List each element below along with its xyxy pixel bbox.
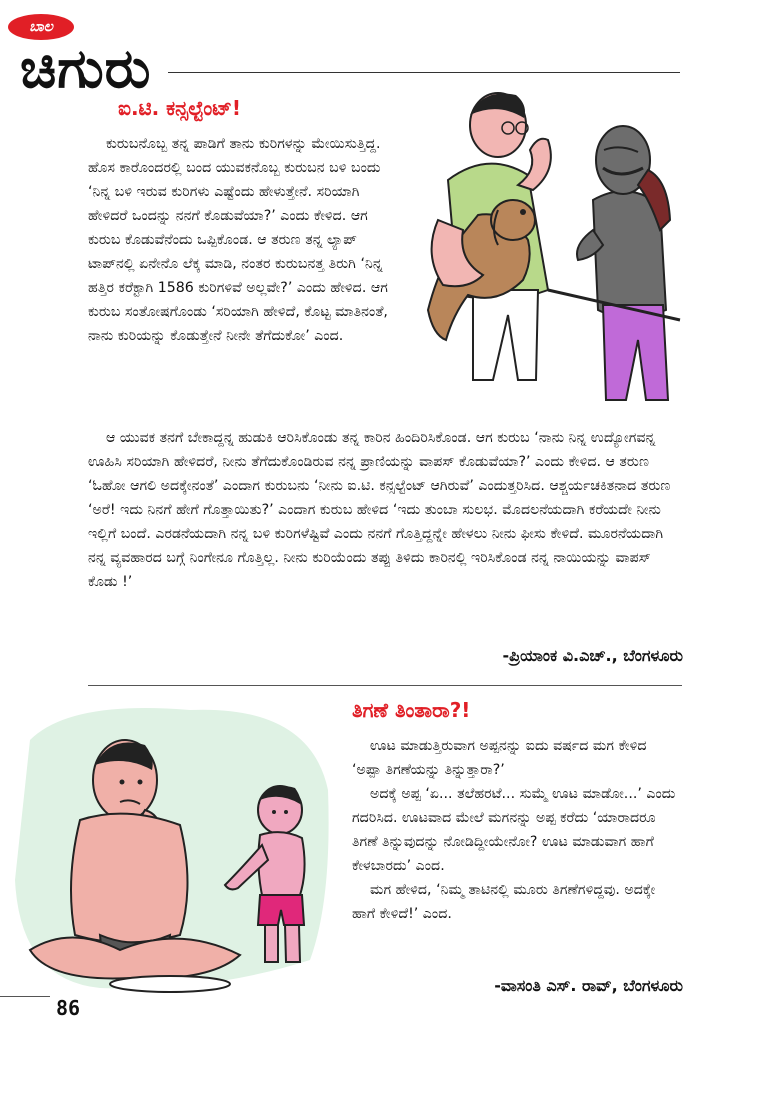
masthead [6, 8, 186, 100]
header-rule [168, 72, 680, 73]
story1-credit: -ಪ್ರಿಯಾಂಕ ವಿ.ಎಚ್., ಬೆಂಗಳೂರು [502, 646, 683, 665]
story2-body [352, 734, 678, 926]
story2-credit: -ವಾಸಂತಿ ಎಸ್. ರಾವ್, ಬೆಂಗಳೂರು [494, 976, 683, 995]
cartoon-man-holding-dog-and-shepherd [398, 80, 682, 412]
story2-paragraph-1-text: ಊಟ ಮಾಡುತ್ತಿರುವಾಗ ಅಪ್ಪನನ್ನು ಐದು ವರ್ಷದ ಮಗ ಕೇಳಿದ ‘ಅಪ್ಪಾ ತಿಗಣೆಯನ್ನು ತಿನ್ನುತ್ತಾರಾ?’ [352, 738, 647, 778]
story1-paragraph-2 [88, 426, 684, 594]
story2-paragraph-2-text: ಅದಕ್ಕೆ ಅಪ್ಪ ‘ಏ... ತಲೆಹರಟೆ... ಸುಮ್ಮೆ ಊಟ ಮಾಡೋ...’ ಎಂದು ಗದರಿಸಿದ. ಊಟವಾದ ಮೇಲೆ ಮಗನನ್ನು ಅಪ್ಪ ಕರೆದು ‘ಯಾರಾದರೂ ತಿಗಣೆ ತಿನ್ನುವುದನ್ನು ನೋಡಿದ್ದೀಯೇನೋ? ಊಟ ಮಾಡುವಾಗ ಹಾಗೆ ಕೇಳಬಾರದು’ ಎಂದ. [352, 786, 676, 874]
story1-paragraph-1 [88, 132, 394, 348]
story-divider [88, 685, 682, 686]
story1-paragraph-1-text: ಕುರುಬನೊಬ್ಬ ತನ್ನ ಪಾಡಿಗೆ ತಾನು ಕುರಿಗಳನ್ನು ಮೇಯಿಸುತ್ತಿದ್ದ. ಹೊಸ ಕಾರೊಂದರಲ್ಲಿ ಬಂದ ಯುವಕನೊಬ್ಬ ಕುರುಬನ ಬಳಿ ಬಂದು ‘ನಿನ್ನ ಬಳಿ ಇರುವ ಕುರಿಗಳು ಎಷ್ಟೆಂದು ಹೇಳುತ್ತೇನೆ. ಸರಿಯಾಗಿ ಹೇಳಿದರೆ ಒಂದನ್ನು ನನಗೆ ಕೊಡುವೆಯಾ?’ ಎಂದು ಕೇಳಿದ. ಆಗ ಕುರುಬ ಕೊಡುವೆನೆಂದು ಒಪ್ಪಿಕೊಂಡ. ಆ ತರುಣ ತನ್ನ ಲ್ಯಾಪ್ ಟಾಪ್‌ನಲ್ಲಿ ಏನೇನೊ ಲೆಕ್ಕ ಮಾಡಿ, ನಂತರ ಕುರುಬನತ್ತ ತಿರುಗಿ ‘ನಿನ್ನ ಹತ್ತಿರ ಕರೆಕ್ಟಾಗಿ 1586 ಕುರಿಗಳಿವೆ ಅಲ್ಲವೇ?’ ಎಂದು ಹೇಳಿದ. ಆಗ ಕುರುಬ ಸಂತೋಷಗೊಂಡು ‘ಸರಿಯಾಗಿ ಹೇಳಿದೆ, ಕೊಟ್ಟ ಮಾತಿನಂತೆ, ನಾನು ಕುರಿಯನ್ನು ಕೊಡುತ್ತೇನೆ ನೀನೇ ತೆಗೆದುಕೋ’ ಎಂದ. [88, 136, 388, 344]
story2-paragraph-3 [352, 878, 678, 926]
story2-paragraph-3-text: ಮಗ ಹೇಳಿದ, ‘ನಿಮ್ಮ ತಾಟಿನಲ್ಲಿ ಮೂರು ತಿಗಣೆಗಳಿದ್ದವು. ಅದಕ್ಕೇ ಹಾಗೆ ಕೇಳಿದೆ!’ ಎಂದ. [352, 882, 656, 922]
section-title: ಚಿಗುರು [20, 36, 152, 100]
page-number: 86 [56, 996, 81, 1020]
story1-title: ಐ.ಟಿ. ಕನ್ಸಲ್ಟೆಂಟ್! [118, 96, 241, 120]
footer-rule [0, 996, 50, 997]
magazine-logo: ಬಾಲ [8, 14, 74, 40]
story2-title: ತಿಗಣೆ ತಿಂತಾರಾ?! [352, 698, 471, 722]
story1-paragraph-2-text: ಆ ಯುವಕ ತನಗೆ ಬೇಕಾದ್ದನ್ನ ಹುಡುಕಿ ಆರಿಸಿಕೊಂಡು ತನ್ನ ಕಾರಿನ ಹಿಂದಿರಿಸಿಕೊಂಡ. ಆಗ ಕುರುಬ ‘ನಾನು ನಿನ್ನ ಉದ್ಯೋಗವನ್ನ ಊಹಿಸಿ ಸರಿಯಾಗಿ ಹೇಳಿದರೆ, ನೀನು ತೆಗೆದುಕೊಂಡಿರುವ ನನ್ನ ಪ್ರಾಣಿಯನ್ನು ವಾಪಸ್ ಕೊಡುವೆಯಾ?’ ಎಂದು ಕೇಳಿದ. ಆ ತರುಣ ‘ಓಹೋ ಆಗಲಿ ಅದಕ್ಕೇನಂತೆ’ ಎಂದಾಗ ಕುರುಬನು ‘ನೀನು ಐ.ಟಿ. ಕನ್ಸಲ್ಟೆಂಟ್ ಆಗಿರುವೆ’ ಎಂದುತ್ತರಿಸಿದ. ಆಶ್ಚರ್ಯಚಕಿತನಾದ ತರುಣ ‘ಅರೆ! ಇದು ನಿನಗೆ ಹೇಗೆ ಗೊತ್ತಾಯಿತು?’ ಎಂದಾಗ ಕುರುಬ ಹೇಳಿದ ‘ಇದು ತುಂಬಾ ಸುಲಭ. ಮೊದಲನೆಯದಾಗಿ ಕರೆಯದೇ ನೀನು ಇಲ್ಲಿಗೆ ಬಂದೆ. ಎರಡನೆಯದಾಗಿ ನನ್ನ ಬಳಿ ಕುರಿಗಳೆಷ್ಟಿವೆ ಎಂದು ನನಗೆ ಗೊತ್ತಿದ್ದನ್ನೇ ಹೇಳಲು ನೀನು ಫೀಸು ಕೇಳಿದೆ. ಮೂರನೆಯದಾಗಿ ನನ್ನ ವ್ಯವಹಾರದ ಬಗ್ಗೆ ನಿಂಗೇನೂ ಗೊತ್ತಿಲ್ಲ. ನೀನು ಕುರಿಯೆಂದು ತಪ್ಪು ತಿಳಿದು ಕಾರಿನಲ್ಲಿ ಇರಿಸಿಕೊಂಡ ನನ್ನ ನಾಯಿಯನ್ನು ವಾಪಸ್ ಕೊಡು !’ [88, 430, 671, 590]
cartoon-seated-father-and-son [10, 700, 332, 994]
story2-paragraph-1 [352, 734, 678, 782]
story2-paragraph-2 [352, 782, 678, 878]
